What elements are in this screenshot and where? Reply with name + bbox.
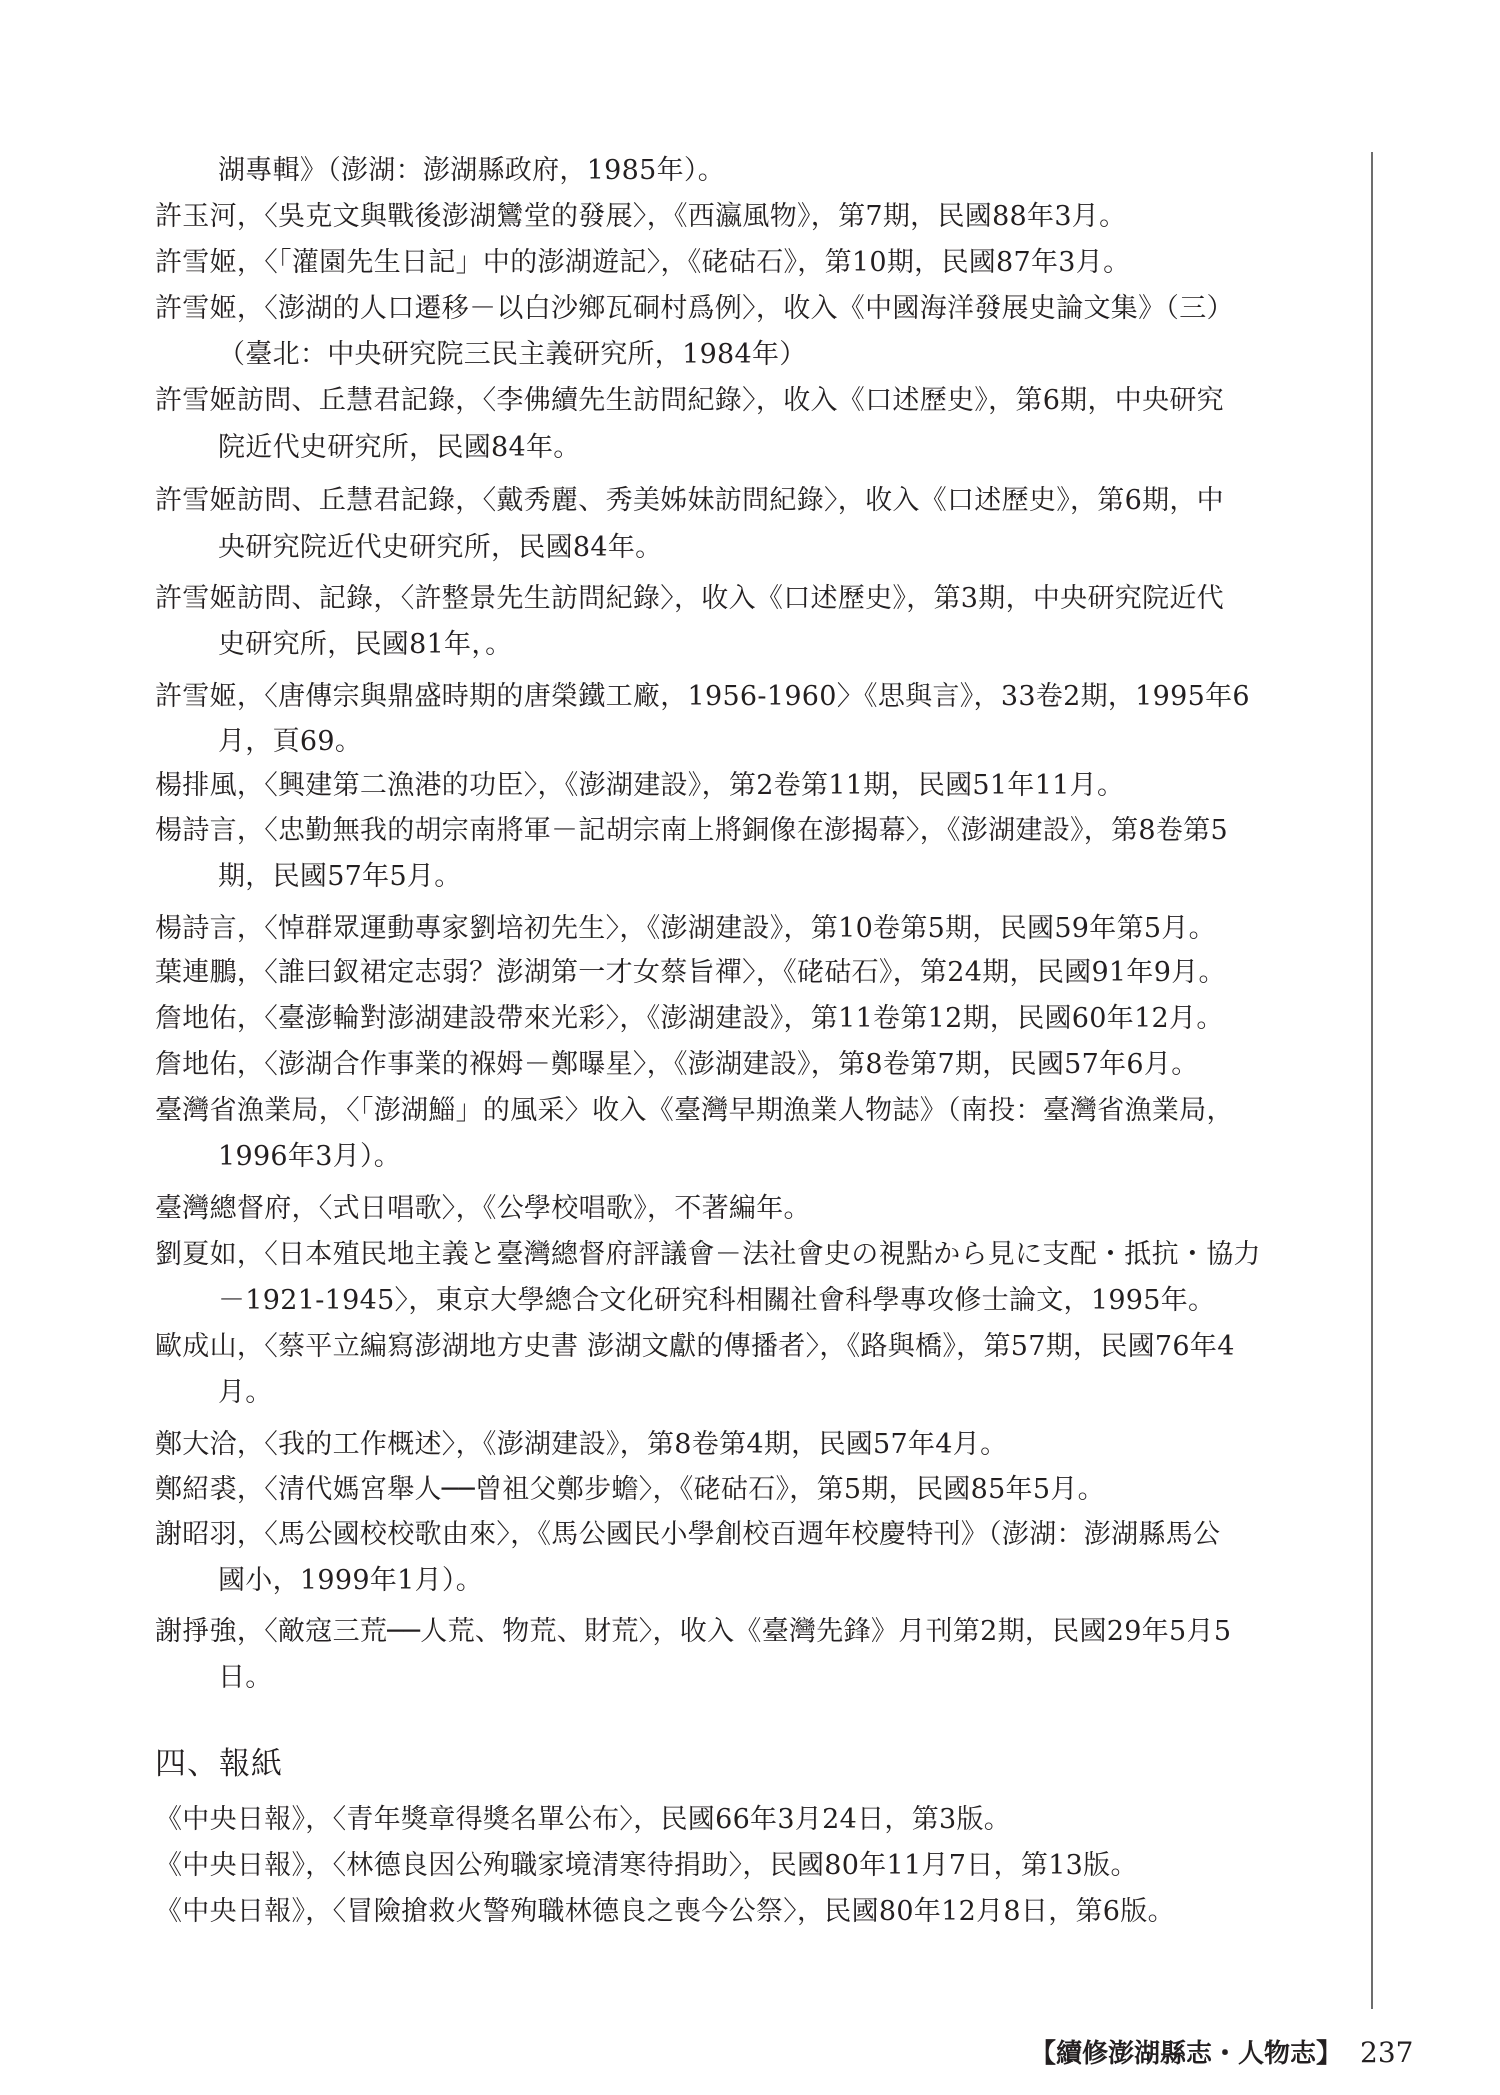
- page-footer: [1030, 2035, 1413, 2072]
- ref-2-line-1: 許玉河，〈吳克文與戰後澎湖鸞堂的發展〉，《西瀛風物》，第7期，民國88年3月。: [155, 201, 1127, 232]
- ref-22-line-1: 謝掙強，〈敵寇三荒──人荒、物荒、財荒〉，收入《臺灣先鋒》月刊第2期，民國29年5月5: [155, 1616, 1232, 1647]
- ref-10-line-2: 期，民國57年5月。: [218, 861, 462, 892]
- ref-14-line-1: 詹地佑，〈澎湖合作事業的褓姆－鄭曝星〉，《澎湖建設》，第8卷第7期，民國57年6月。: [155, 1049, 1199, 1080]
- footer-book-title: 【續修澎湖縣志・人物志】: [1030, 2039, 1343, 2069]
- ref-6-line-1: 許雪姬訪問、丘慧君記錄，〈戴秀麗、秀美姊妹訪問紀錄〉，收入《口述歷史》，第6期，中: [155, 485, 1224, 516]
- ref-7-line-2: 史研究所，民國81年，。: [218, 629, 513, 660]
- ref-13-line-1: 詹地佑，〈臺澎輪對澎湖建設帶來光彩〉，《澎湖建設》，第11卷第12期，民國60年12月。: [155, 1003, 1224, 1034]
- ref-12-line-1: 葉連鵬，〈誰曰釵裙定志弱？澎湖第一才女蔡旨禪〉，《硓𥑮石》，第24期，民國91年9月。: [155, 957, 1226, 988]
- newspaper-entry-3: 《中央日報》，〈冒險搶救火警殉職林德良之喪今公祭〉，民國80年12月8日，第6版。: [155, 1896, 1175, 1927]
- ref-9-line-1: 楊排風，〈興建第二漁港的功臣〉，《澎湖建設》，第2卷第11期，民國51年11月。: [155, 770, 1125, 801]
- section-heading-newspapers: 四、報紙: [155, 1746, 283, 1782]
- ref-20-line-1: 鄭紹裘，〈清代媽宮舉人──曾祖父鄭步蟾〉，《硓𥑮石》，第5期，民國85年5月。: [155, 1474, 1105, 1505]
- ref-6-line-2: 央研究院近代史研究所，民國84年。: [218, 532, 663, 563]
- newspaper-entry-2: 《中央日報》，〈林德良因公殉職家境清寒待捐助〉，民國80年11月7日，第13版。: [155, 1850, 1138, 1881]
- ref-15-line-1: 臺灣省漁業局，〈「澎湖鯔」的風采〉收入《臺灣早期漁業人物誌》（南投：臺灣省漁業局，: [155, 1095, 1234, 1126]
- ref-1-line-1: 湖專輯》（澎湖：澎湖縣政府，1985年）。: [218, 155, 726, 186]
- ref-17-line-2: －1921-1945〉，東京大學總合文化研究科相關社會科學專攻修士論文，1995年。: [218, 1285, 1216, 1316]
- ref-16-line-1: 臺灣總督府，〈式日唱歌〉，《公學校唱歌》，不著編年。: [155, 1193, 811, 1224]
- ref-4-line-2: （臺北：中央研究院三民主義研究所，1984年）: [218, 339, 807, 370]
- ref-10-line-1: 楊詩言，〈忠勤無我的胡宗南將軍－記胡宗南上將銅像在澎揭幕〉，《澎湖建設》，第8卷第5: [155, 815, 1228, 846]
- ref-19-line-1: 鄭大洽，〈我的工作概述〉，《澎湖建設》，第8卷第4期，民國57年4月。: [155, 1429, 1008, 1460]
- ref-7-line-1: 許雪姬訪問、記錄，〈許整景先生訪問紀錄〉，收入《口述歷史》，第3期，中央研究院近代: [155, 583, 1224, 614]
- ref-21-line-2: 國小，1999年1月）。: [218, 1565, 483, 1596]
- newspaper-entry-1: 《中央日報》，〈青年獎章得獎名單公布〉，民國66年3月24日，第3版。: [155, 1804, 1012, 1835]
- page-number: 237: [1360, 2036, 1414, 2069]
- ref-18-line-1: 歐成山，〈蔡平立編寫澎湖地方史書 澎湖文獻的傳播者〉，《路與橋》，第57期，民國76年4: [155, 1331, 1235, 1362]
- ref-17-line-1: 劉夏如，〈日本殖民地主義と臺灣總督府評議會－法社會史の視點から見に支配・抵抗・協力: [155, 1239, 1261, 1270]
- ref-22-line-2: 日。: [218, 1662, 273, 1693]
- ref-4-line-1: 許雪姬，〈澎湖的人口遷移－以白沙鄉瓦硐村爲例〉，收入《中國海洋發展史論文集》（三）: [155, 293, 1234, 324]
- ref-5-line-2: 院近代史研究所，民國84年。: [218, 432, 581, 463]
- ref-15-line-2: 1996年3月）。: [218, 1141, 402, 1172]
- margin-rule: [1371, 152, 1373, 2009]
- ref-18-line-2: 月。: [218, 1377, 273, 1408]
- ref-11-line-1: 楊詩言，〈悼群眾運動專家劉培初先生〉，《澎湖建設》，第10卷第5期，民國59年第5月。: [155, 913, 1216, 944]
- ref-3-line-1: 許雪姬，〈「灌園先生日記」中的澎湖遊記〉，《硓𥑮石》，第10期，民國87年3月。: [155, 247, 1131, 278]
- ref-8-line-2: 月，頁69。: [218, 726, 363, 757]
- ref-21-line-1: 謝昭羽，〈馬公國校校歌由來〉，《馬公國民小學創校百週年校慶特刊》（澎湖：澎湖縣馬公: [155, 1519, 1221, 1550]
- ref-5-line-1: 許雪姬訪問、丘慧君記錄，〈李佛續先生訪問紀錄〉，收入《口述歷史》，第6期，中央研究: [155, 385, 1224, 416]
- ref-8-line-1: 許雪姬，〈唐傳宗與鼎盛時期的唐榮鐵工廠，1956-1960〉《思與言》，33卷2期，1995年6: [155, 681, 1250, 712]
